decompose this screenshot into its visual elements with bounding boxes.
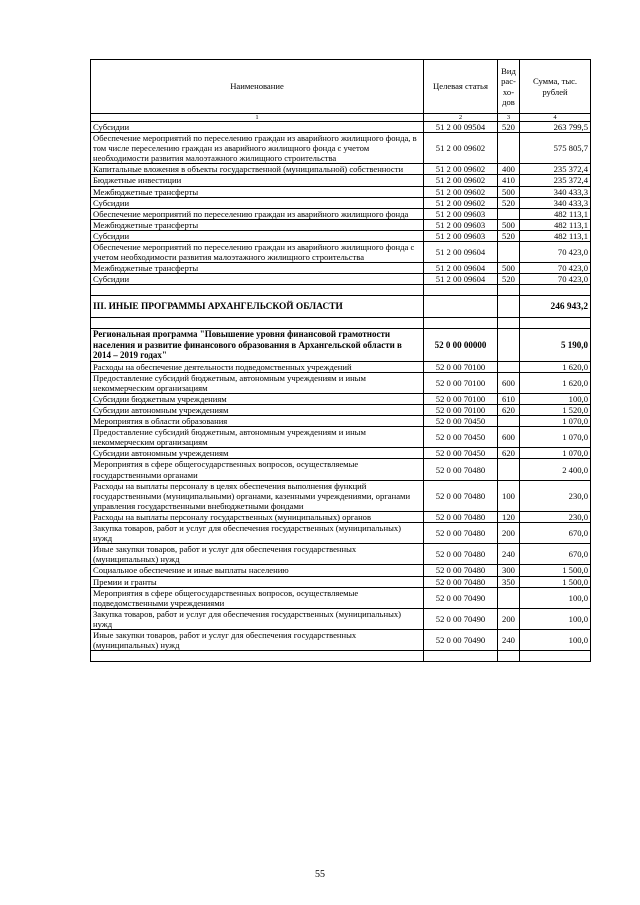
row-code: 52 0 00 70100 — [424, 361, 498, 372]
row-type: 200 — [498, 608, 520, 629]
row-name: Закупка товаров, работ и услуг для обеспечения государственных (муниципальных) нужд — [91, 608, 424, 629]
table-row — [91, 544, 591, 565]
table-row — [91, 576, 591, 587]
row-type — [498, 208, 520, 219]
table-row — [91, 393, 591, 404]
row-name: Межбюджетные трансферты — [91, 186, 424, 197]
row-type: 620 — [498, 405, 520, 416]
row-name: Обеспечение мероприятий по переселению граждан из аварийного жилищного фонда — [91, 208, 424, 219]
row-code: 52 0 00 70450 — [424, 448, 498, 459]
row-name: Субсидии — [91, 230, 424, 241]
row-name — [91, 651, 424, 662]
row-code: 52 0 00 70480 — [424, 459, 498, 480]
empty-row — [91, 318, 591, 329]
section-title: III. ИНЫЕ ПРОГРАММЫ АРХАНГЕЛЬСКОЙ ОБЛАСТИ — [91, 296, 424, 318]
row-code: 52 0 00 70100 — [424, 393, 498, 404]
row-type — [498, 318, 520, 329]
row-type — [498, 361, 520, 372]
row-code: 52 0 00 70490 — [424, 629, 498, 650]
row-sum: 1 500,0 — [520, 576, 591, 587]
row-code: 52 0 00 70480 — [424, 511, 498, 522]
row-sum: 1 070,0 — [520, 427, 591, 448]
row-sum: 482 113,1 — [520, 219, 591, 230]
row-name: Обеспечение мероприятий по переселению граждан из аварийного жилищного фонда с учетом необходимости развития малоэтажного жилищного строительства — [91, 242, 424, 263]
row-code — [424, 318, 498, 329]
row-name: Расходы на обеспечение деятельности подведомственных учреждений — [91, 361, 424, 372]
row-code: 51 2 00 09602 — [424, 164, 498, 175]
row-sum: 100,0 — [520, 608, 591, 629]
table-row — [91, 523, 591, 544]
row-name — [91, 285, 424, 296]
table-row — [91, 197, 591, 208]
row-code: 51 2 00 09604 — [424, 274, 498, 285]
row-name: Субсидии автономным учреждениям — [91, 405, 424, 416]
program-row — [91, 329, 591, 361]
row-code: 52 0 00 70100 — [424, 405, 498, 416]
row-code: 52 0 00 70480 — [424, 544, 498, 565]
row-sum: 482 113,1 — [520, 208, 591, 219]
row-code: 51 2 00 09604 — [424, 242, 498, 263]
row-type: 600 — [498, 372, 520, 393]
row-name: Мероприятия в сфере общегосударственных вопросов, осуществляемые подведомственными учреждениями — [91, 587, 424, 608]
row-sum: 1 620,0 — [520, 361, 591, 372]
row-code: 51 2 00 09602 — [424, 175, 498, 186]
row-name: Закупка товаров, работ и услуг для обеспечения государственных (муниципальных) нужд — [91, 523, 424, 544]
table-row — [91, 274, 591, 285]
row-code: 52 0 00 70450 — [424, 427, 498, 448]
column-number-row — [91, 114, 591, 122]
row-name: Мероприятия в сфере общегосударственных вопросов, осуществляемые государственными органами — [91, 459, 424, 480]
row-name: Межбюджетные трансферты — [91, 263, 424, 274]
program-code: 52 0 00 00000 — [424, 329, 498, 361]
row-type: 100 — [498, 480, 520, 511]
row-sum — [520, 285, 591, 296]
row-code: 51 2 00 09602 — [424, 197, 498, 208]
row-code: 51 2 00 09604 — [424, 263, 498, 274]
row-sum: 235 372,4 — [520, 175, 591, 186]
column-number: 1 — [91, 114, 424, 122]
row-name: Субсидии автономным учреждениям — [91, 448, 424, 459]
row-sum: 100,0 — [520, 393, 591, 404]
row-name: Субсидии бюджетным учреждениям — [91, 393, 424, 404]
column-number: 4 — [520, 114, 591, 122]
table-row — [91, 608, 591, 629]
row-type: 200 — [498, 523, 520, 544]
row-code: 52 0 00 70480 — [424, 565, 498, 576]
row-type: 410 — [498, 175, 520, 186]
row-sum: 670,0 — [520, 544, 591, 565]
row-type — [498, 459, 520, 480]
row-sum: 1 070,0 — [520, 416, 591, 427]
column-number: 2 — [424, 114, 498, 122]
row-type: 500 — [498, 186, 520, 197]
header-type: Вид рас-хо-дов — [498, 60, 520, 114]
row-code: 51 2 00 09504 — [424, 122, 498, 133]
section-total: 246 943,2 — [520, 296, 591, 318]
table-header-row — [91, 60, 591, 114]
row-type: 600 — [498, 427, 520, 448]
table-row — [91, 480, 591, 511]
empty-row — [91, 651, 591, 662]
table-row — [91, 459, 591, 480]
row-sum: 2 400,0 — [520, 459, 591, 480]
table-row — [91, 427, 591, 448]
table-row — [91, 448, 591, 459]
row-code — [424, 296, 498, 318]
row-sum: 230,0 — [520, 511, 591, 522]
table-row — [91, 133, 591, 164]
table-row — [91, 263, 591, 274]
row-type: 120 — [498, 511, 520, 522]
row-code — [424, 651, 498, 662]
row-name: Мероприятия в области образования — [91, 416, 424, 427]
row-type — [498, 296, 520, 318]
row-name: Межбюджетные трансферты — [91, 219, 424, 230]
row-name: Иные закупки товаров, работ и услуг для обеспечения государственных (муниципальных) нужд — [91, 629, 424, 650]
row-code: 51 2 00 09602 — [424, 133, 498, 164]
program-total: 5 190,0 — [520, 329, 591, 361]
row-sum: 235 372,4 — [520, 164, 591, 175]
table-row — [91, 587, 591, 608]
row-code: 51 2 00 09603 — [424, 230, 498, 241]
row-sum — [520, 318, 591, 329]
row-sum: 1 500,0 — [520, 565, 591, 576]
row-name: Премии и гранты — [91, 576, 424, 587]
row-sum: 70 423,0 — [520, 242, 591, 263]
column-number: 3 — [498, 114, 520, 122]
row-code: 52 0 00 70490 — [424, 587, 498, 608]
table-row — [91, 208, 591, 219]
row-type — [498, 587, 520, 608]
row-sum: 340 433,3 — [520, 186, 591, 197]
row-name: Расходы на выплаты персоналу в целях обеспечения выполнения функций государственными (муниципальными) органами, казенными учреждениями, органами управления государственными внебюджетными фондами — [91, 480, 424, 511]
row-name: Социальное обеспечение и иные выплаты населению — [91, 565, 424, 576]
row-name: Бюджетные инвестиции — [91, 175, 424, 186]
row-sum: 1 520,0 — [520, 405, 591, 416]
program-title: Региональная программа "Повышение уровня финансовой грамотности населения и развитие финансового образования в Архангельской области в 2014 – 2019 годах" — [91, 329, 424, 361]
table-row — [91, 361, 591, 372]
page-number: 55 — [315, 869, 325, 880]
row-type: 500 — [498, 219, 520, 230]
row-sum — [520, 651, 591, 662]
row-name: Расходы на выплаты персоналу государственных (муниципальных) органов — [91, 511, 424, 522]
row-type — [498, 242, 520, 263]
row-type — [498, 133, 520, 164]
row-sum: 670,0 — [520, 523, 591, 544]
row-type: 500 — [498, 263, 520, 274]
section-row — [91, 296, 591, 318]
table-row — [91, 565, 591, 576]
row-sum: 482 113,1 — [520, 230, 591, 241]
row-code: 51 2 00 09603 — [424, 219, 498, 230]
budget-table — [90, 59, 591, 662]
row-name: Субсидии — [91, 122, 424, 133]
table-row — [91, 175, 591, 186]
header-name: Наименование — [91, 60, 424, 114]
row-type: 610 — [498, 393, 520, 404]
row-code: 52 0 00 70480 — [424, 523, 498, 544]
row-name: Капитальные вложения в объекты государственной (муниципальной) собственности — [91, 164, 424, 175]
row-sum: 1 620,0 — [520, 372, 591, 393]
row-type — [498, 416, 520, 427]
table-row — [91, 511, 591, 522]
row-type: 520 — [498, 230, 520, 241]
row-name: Предоставление субсидий бюджетным, автономным учреждениям и иным некоммерческим организациям — [91, 427, 424, 448]
row-sum: 263 799,5 — [520, 122, 591, 133]
row-type: 520 — [498, 274, 520, 285]
table-row — [91, 219, 591, 230]
table-row — [91, 405, 591, 416]
row-sum: 100,0 — [520, 629, 591, 650]
row-type: 240 — [498, 544, 520, 565]
row-type — [498, 329, 520, 361]
row-sum: 1 070,0 — [520, 448, 591, 459]
table-row — [91, 186, 591, 197]
row-name: Обеспечение мероприятий по переселению граждан из аварийного жилищного фонда, в том числе переселению граждан из аварийного жилищного фонда с учетом необходимости развития малоэтажного жилищного строительства — [91, 133, 424, 164]
row-code: 52 0 00 70480 — [424, 480, 498, 511]
row-name: Иные закупки товаров, работ и услуг для обеспечения государственных (муниципальных) нужд — [91, 544, 424, 565]
row-type — [498, 651, 520, 662]
table-row — [91, 242, 591, 263]
row-code: 51 2 00 09602 — [424, 186, 498, 197]
row-sum: 70 423,0 — [520, 274, 591, 285]
table-row — [91, 372, 591, 393]
row-type: 620 — [498, 448, 520, 459]
header-sum: Сумма, тыс. рублей — [520, 60, 591, 114]
header-code: Целевая статья — [424, 60, 498, 114]
table-row — [91, 416, 591, 427]
row-type: 350 — [498, 576, 520, 587]
row-type: 300 — [498, 565, 520, 576]
row-name: Субсидии — [91, 274, 424, 285]
table-row — [91, 629, 591, 650]
table-row — [91, 164, 591, 175]
row-type: 240 — [498, 629, 520, 650]
row-code — [424, 285, 498, 296]
row-type: 520 — [498, 122, 520, 133]
row-name — [91, 318, 424, 329]
row-type — [498, 285, 520, 296]
table-row — [91, 230, 591, 241]
row-type: 520 — [498, 197, 520, 208]
row-code: 52 0 00 70490 — [424, 608, 498, 629]
row-name: Субсидии — [91, 197, 424, 208]
row-code: 52 0 00 70100 — [424, 372, 498, 393]
row-sum: 230,0 — [520, 480, 591, 511]
row-code: 52 0 00 70480 — [424, 576, 498, 587]
empty-row — [91, 285, 591, 296]
row-sum: 70 423,0 — [520, 263, 591, 274]
row-code: 51 2 00 09603 — [424, 208, 498, 219]
row-sum: 340 433,3 — [520, 197, 591, 208]
row-name: Предоставление субсидий бюджетным, автономным учреждениям и иным некоммерческим организациям — [91, 372, 424, 393]
row-sum: 100,0 — [520, 587, 591, 608]
row-code: 52 0 00 70450 — [424, 416, 498, 427]
table-row — [91, 122, 591, 133]
row-sum: 575 805,7 — [520, 133, 591, 164]
row-type: 400 — [498, 164, 520, 175]
